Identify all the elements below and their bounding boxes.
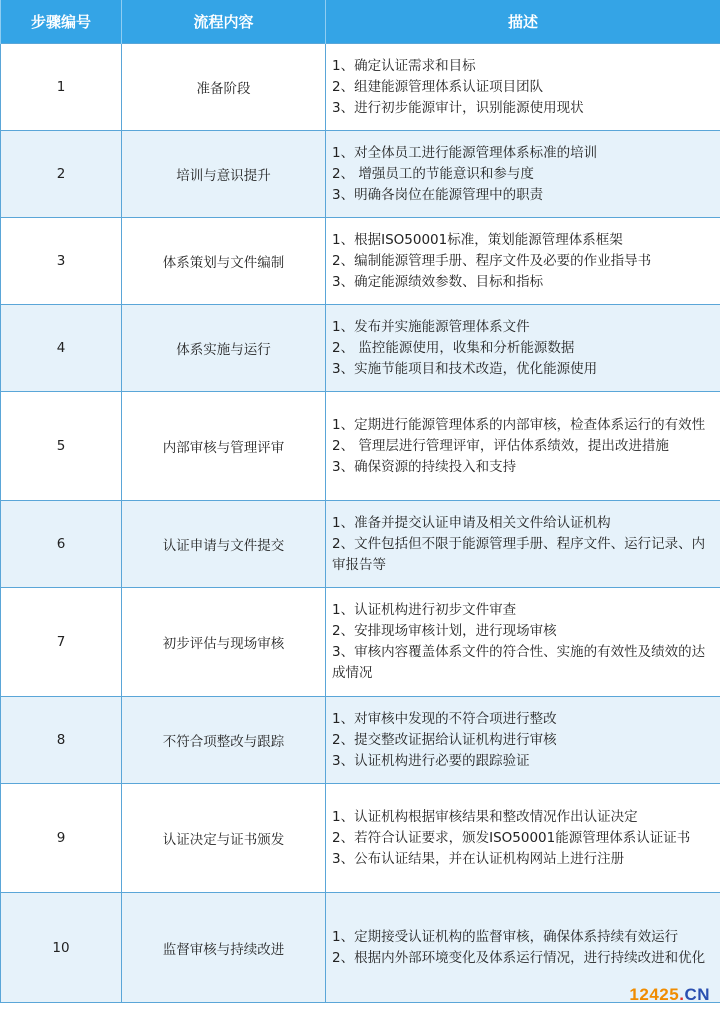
description-cell [326, 501, 720, 588]
description-line: 1、认证机构根据审核结果和整改情况作出认证决定 [332, 808, 638, 825]
process-content-cell: 培训与意识提升 [122, 131, 326, 218]
description-cell [326, 392, 720, 501]
step-number-cell: 8 [1, 697, 122, 784]
table-row [1, 131, 720, 218]
description-line: 2、 增强员工的节能意识和参与度 [332, 165, 534, 182]
description-cell [326, 784, 720, 893]
description-cell [326, 697, 720, 784]
description-line: 3、确定能源绩效参数、目标和指标 [332, 273, 544, 290]
description-line: 1、根据ISO50001标准，策划能源管理体系框架 [332, 231, 623, 248]
description-line: 3、审核内容覆盖体系文件的符合性、实施的有效性及绩效的达成情况 [332, 644, 706, 681]
description-cell [326, 44, 720, 131]
description-line: 3、确保资源的持续投入和支持 [332, 458, 517, 475]
process-content-cell: 体系实施与运行 [122, 305, 326, 392]
description-cell [326, 588, 720, 697]
table-row [1, 305, 720, 392]
description-line: 2、组建能源管理体系认证项目团队 [332, 78, 544, 95]
description-line: 3、进行初步能源审计，识别能源使用现状 [332, 99, 584, 116]
description-line: 1、对全体员工进行能源管理体系标准的培训 [332, 144, 598, 161]
process-content-cell: 认证决定与证书颁发 [122, 784, 326, 893]
description-line: 2、编制能源管理手册、程序文件及必要的作业指导书 [332, 252, 652, 269]
table-row [1, 44, 720, 131]
header-step-number: 步骤编号 [1, 0, 122, 44]
process-content-cell: 内部审核与管理评审 [122, 392, 326, 501]
description-line: 2、安排现场审核计划，进行现场审核 [332, 623, 557, 639]
description-line: 1、发布并实施能源管理体系文件 [332, 318, 530, 335]
process-content-cell: 认证申请与文件提交 [122, 501, 326, 588]
description-cell [326, 218, 720, 305]
description-line: 3、实施节能项目和技术改造，优化能源使用 [332, 360, 598, 377]
description-line: 2、根据内外部环境变化及体系运行情况，进行持续改进和优化 [332, 949, 706, 966]
description-line: 1、定期进行能源管理体系的内部审核，检查体系运行的有效性 [332, 416, 706, 433]
step-number-cell: 4 [1, 305, 122, 392]
description-line: 1、认证机构进行初步文件审查 [332, 602, 517, 618]
step-number-cell: 9 [1, 784, 122, 893]
description-line: 2、提交整改证据给认证机构进行审核 [332, 731, 557, 748]
watermark-number: 12425 [629, 985, 680, 1004]
step-number-cell: 10 [1, 893, 122, 1003]
description-cell [326, 131, 720, 218]
table-row [1, 893, 720, 1003]
watermark-dot: . [679, 985, 685, 1004]
process-content-cell: 监督审核与持续改进 [122, 893, 326, 1003]
table-row [1, 501, 720, 588]
site-watermark [629, 985, 710, 1005]
step-number-cell: 6 [1, 501, 122, 588]
table-row [1, 218, 720, 305]
process-content-cell: 初步评估与现场审核 [122, 588, 326, 697]
process-content-cell: 准备阶段 [122, 44, 326, 131]
step-number-cell: 7 [1, 588, 122, 697]
process-content-cell: 不符合项整改与跟踪 [122, 697, 326, 784]
description-line: 1、确定认证需求和目标 [332, 57, 476, 74]
step-number-cell: 5 [1, 392, 122, 501]
table-row [1, 697, 720, 784]
description-line: 2、 管理层进行管理评审，评估体系绩效，提出改进措施 [332, 437, 669, 454]
step-number-cell: 3 [1, 218, 122, 305]
table-row [1, 588, 720, 697]
table-row [1, 784, 720, 893]
step-number-cell: 2 [1, 131, 122, 218]
description-line: 2、 监控能源使用，收集和分析能源数据 [332, 339, 575, 356]
process-content-cell: 体系策划与文件编制 [122, 218, 326, 305]
header-process-content: 流程内容 [122, 0, 326, 44]
description-line: 1、准备并提交认证申请及相关文件给认证机构 [332, 514, 611, 531]
description-line: 2、若符合认证要求，颁发ISO50001能源管理体系认证证书 [332, 829, 691, 846]
step-number-cell: 1 [1, 44, 122, 131]
description-cell [326, 305, 720, 392]
watermark-tld: CN [684, 985, 710, 1004]
description-line: 3、公布认证结果，并在认证机构网站上进行注册 [332, 850, 625, 867]
description-line: 2、文件包括但不限于能源管理手册、程序文件、运行记录、内审报告等 [332, 535, 706, 573]
description-line: 1、对审核中发现的不符合项进行整改 [332, 710, 557, 727]
description-line: 1、定期接受认证机构的监督审核，确保体系持续有效运行 [332, 928, 679, 945]
description-line: 3、认证机构进行必要的跟踪验证 [332, 752, 530, 769]
table-header-row [1, 0, 720, 44]
header-description: 描述 [326, 0, 720, 44]
table-row [1, 392, 720, 501]
description-line: 3、明确各岗位在能源管理中的职责 [332, 186, 544, 203]
